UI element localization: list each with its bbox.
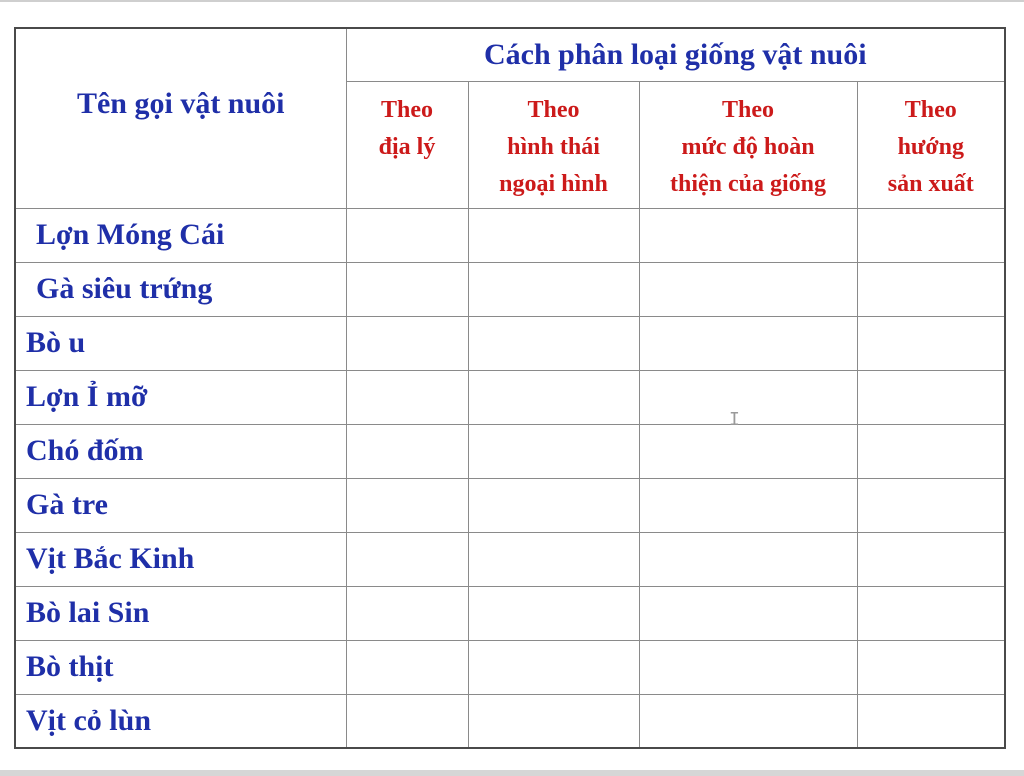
subheader-production-direction	[857, 81, 1005, 208]
empty-cell	[346, 694, 468, 748]
empty-cell	[639, 208, 857, 262]
animal-name-cell: Bò lai Sin	[15, 586, 346, 640]
empty-cell	[857, 208, 1005, 262]
subheader-line: mức độ hoàn	[681, 133, 815, 160]
table-row	[15, 262, 1005, 316]
animal-name-cell: Chó đốm	[15, 424, 346, 478]
subheader-line: hình thái	[507, 133, 600, 160]
top-border	[0, 0, 1024, 2]
empty-cell	[346, 586, 468, 640]
empty-cell	[346, 316, 468, 370]
animal-name-cell: Vịt cỏ lùn	[15, 694, 346, 748]
empty-cell	[639, 640, 857, 694]
subheader-line: thiện của giống	[669, 170, 827, 197]
empty-cell	[639, 694, 857, 748]
table-row	[15, 370, 1005, 424]
animal-name-cell: Gà tre	[15, 478, 346, 532]
empty-cell	[857, 262, 1005, 316]
subheader-line: hướng	[897, 133, 964, 160]
subheader-line: Theo	[721, 96, 774, 123]
empty-cell	[346, 370, 468, 424]
subheader-line: sản xuất	[887, 170, 974, 197]
empty-cell	[468, 370, 639, 424]
empty-cell	[857, 424, 1005, 478]
empty-cell	[857, 370, 1005, 424]
animal-name-cell: Bò u	[15, 316, 346, 370]
subheader-line: Theo	[904, 96, 957, 123]
table-row	[15, 532, 1005, 586]
animal-name-cell: Lợn Móng Cái	[15, 208, 346, 262]
empty-cell	[346, 478, 468, 532]
animal-name-cell: Gà siêu trứng	[15, 262, 346, 316]
subheader-line: ngoại hình	[499, 170, 608, 197]
subheader-line: Theo	[527, 96, 580, 123]
animal-name-cell: Vịt Bắc Kinh	[15, 532, 346, 586]
animal-name-header: Tên gọi vật nuôi	[15, 28, 346, 208]
empty-cell	[346, 532, 468, 586]
subheader-improvement-level	[639, 81, 857, 208]
subheader-line: địa lý	[378, 133, 436, 160]
empty-cell	[857, 532, 1005, 586]
empty-cell	[639, 370, 857, 424]
empty-cell	[468, 694, 639, 748]
empty-cell	[639, 532, 857, 586]
table-row	[15, 640, 1005, 694]
empty-cell	[857, 586, 1005, 640]
header-row-1	[15, 28, 1005, 81]
empty-cell	[857, 640, 1005, 694]
empty-cell	[468, 478, 639, 532]
empty-cell	[346, 640, 468, 694]
subheader-geography	[346, 81, 468, 208]
classification-header: Cách phân loại giống vật nuôi	[346, 28, 1005, 81]
table-row	[15, 694, 1005, 748]
empty-cell	[468, 424, 639, 478]
empty-cell	[639, 316, 857, 370]
table-row	[15, 586, 1005, 640]
table-row	[15, 208, 1005, 262]
empty-cell	[468, 316, 639, 370]
subheader-morphology	[468, 81, 639, 208]
empty-cell	[639, 586, 857, 640]
empty-cell	[346, 424, 468, 478]
empty-cell	[857, 694, 1005, 748]
animal-name-cell: Lợn Ỉ mỡ	[15, 370, 346, 424]
breed-classification-table	[14, 27, 1006, 749]
empty-cell	[468, 640, 639, 694]
empty-cell	[468, 586, 639, 640]
table-row	[15, 316, 1005, 370]
empty-cell	[468, 532, 639, 586]
empty-cell	[639, 424, 857, 478]
table-row	[15, 478, 1005, 532]
subheader-line: Theo	[380, 96, 433, 123]
text-cursor-icon: I	[729, 409, 740, 430]
empty-cell	[857, 478, 1005, 532]
bottom-border	[0, 770, 1024, 776]
empty-cell	[639, 478, 857, 532]
empty-cell	[639, 262, 857, 316]
empty-cell	[468, 208, 639, 262]
animal-name-cell: Bò thịt	[15, 640, 346, 694]
table-row	[15, 424, 1005, 478]
empty-cell	[346, 262, 468, 316]
empty-cell	[346, 208, 468, 262]
empty-cell	[857, 316, 1005, 370]
empty-cell	[468, 262, 639, 316]
